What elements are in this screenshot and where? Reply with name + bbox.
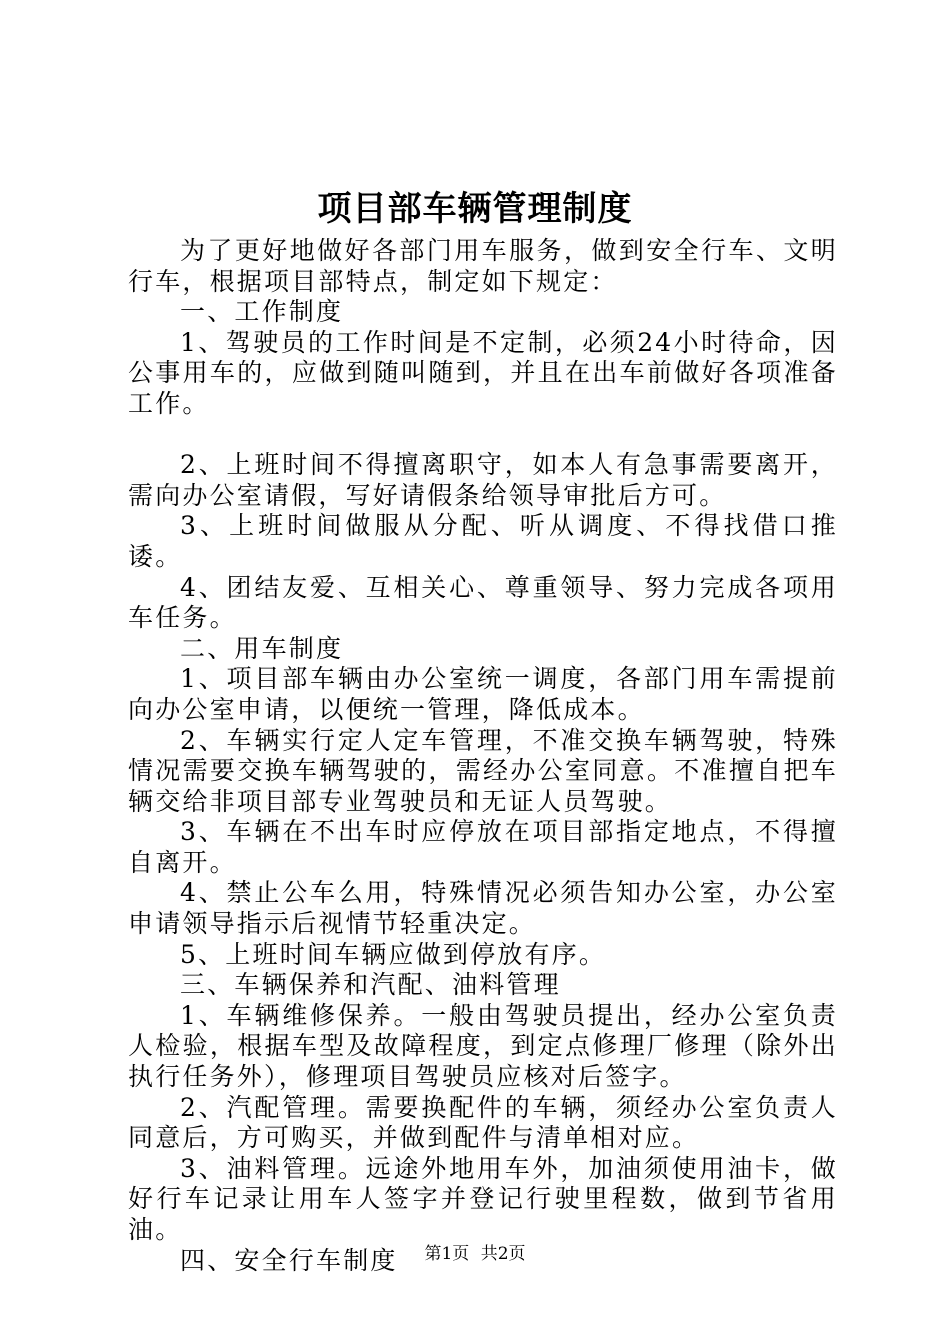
page-number: 第1页 — [424, 1244, 470, 1264]
section-heading-work-rules: 一、工作制度 — [180, 297, 344, 327]
paragraph-gap — [128, 420, 838, 451]
work-rule-2: 2、上班时间不得擅离职守，如本人有急事需要离开，需向办公室请假，写好请假条给领导审批后方可。 — [128, 450, 838, 510]
section-heading-maintenance: 三、车辆保养和汽配、油料管理 — [180, 970, 561, 1000]
page-footer — [0, 1242, 950, 1266]
work-rule-4: 4、团结友爱、互相关心、尊重领导、努力完成各项用车任务。 — [128, 572, 838, 633]
section-heading-safe-driving: 四、安全行车制度 — [180, 1245, 398, 1275]
work-rule-3: 3、上班时间做服从分配、听从调度、不得找借口推诿。 — [128, 511, 838, 571]
vehicle-use-rule-2: 2、车辆实行定人定车管理，不准交换车辆驾驶，特殊情况需要交换车辆驾驶的，需经办公室同意。不准擅自把车辆交给非项目部专业驾驶员和无证人员驾驶。 — [128, 725, 838, 816]
vehicle-use-rule-5: 5、上班时间车辆应做到停放有序。 — [180, 939, 607, 969]
section-heading-vehicle-use: 二、用车制度 — [180, 633, 344, 663]
maintenance-rule-2: 2、汽配管理。需要换配件的车辆，须经办公室负责人同意后，方可购买，并做到配件与清单相对应。 — [128, 1092, 838, 1153]
intro-paragraph: 为了更好地做好各部门用车服务，做到安全行车、文明行车，根据项目部特点，制定如下规定： — [128, 236, 838, 296]
maintenance-rule-3: 3、油料管理。远途外地用车外，加油须使用油卡，做好行车记录让用车人签字并登记行驶里程数，做到节省用油。 — [128, 1153, 838, 1244]
vehicle-use-rule-1: 1、项目部车辆由办公室统一调度，各部门用车需提前向办公室申请，以便统一管理，降低成本。 — [128, 664, 838, 724]
vehicle-use-rule-4: 4、禁止公车么用，特殊情况必须告知办公室，办公室申请领导指示后视情节轻重决定。 — [128, 878, 838, 939]
document-body — [128, 236, 838, 1276]
vehicle-use-rule-3: 3、车辆在不出车时应停放在项目部指定地点，不得擅自离开。 — [128, 817, 838, 877]
page-title: 项目部车辆管理制度 — [317, 189, 633, 229]
work-rule-1: 1、驾驶员的工作时间是不定制，必须24小时待命，因公事用车的，应做到随叫随到，并且在出车前做好各项准备工作。 — [128, 327, 838, 418]
page-total: 共2页 — [480, 1244, 526, 1264]
maintenance-rule-1: 1、车辆维修保养。一般由驾驶员提出，经办公室负责人检验，根据车型及故障程度，到定点修理厂修理（除外出执行任务外），修理项目驾驶员应核对后签字。 — [128, 1000, 838, 1092]
